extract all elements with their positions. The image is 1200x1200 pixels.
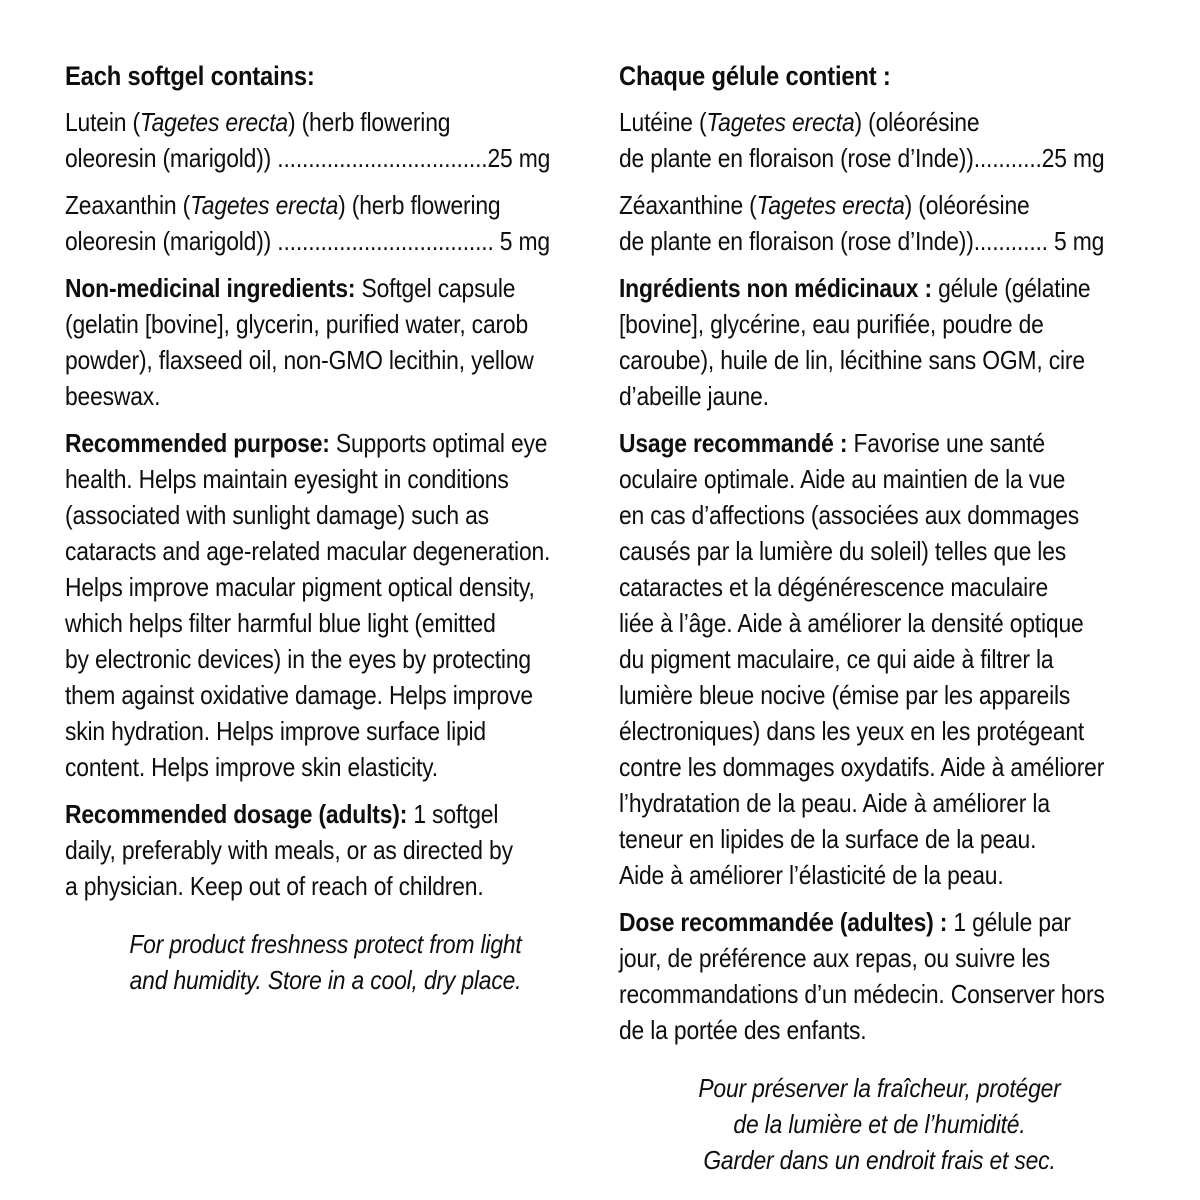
paragraph-label: Dose recommandée (adultes) : [619,907,948,937]
text-line: du pigment maculaire, ce qui aide à filtrer la [619,644,1054,674]
text-segment: ) (herb flowering [338,190,501,220]
text-line: them against oxidative damage. Helps improve [65,680,533,710]
text-line: liée à l’âge. Aide à améliorer la densité optique [619,608,1084,638]
en-heading: Each softgel contains: [65,61,315,91]
en-ingredient-lutein [65,104,586,176]
species-name: Tagetes erecta [756,190,905,220]
ingredient-amount-line: oleoresin (marigold)) ................................... 5 mg [65,226,550,256]
text-line: électroniques) dans les yeux en les protégeant [619,716,1085,746]
en-storage-note [65,926,586,998]
paragraph-first-line [65,425,586,461]
paragraph-first-line [619,425,1140,461]
text-line: causés par la lumière du soleil) telles que les [619,536,1067,566]
fr-purpose-paragraph [619,425,1140,893]
text-line: and humidity. Store in a cool, dry place. [129,965,522,995]
text-segment: Zéaxanthine ( [619,190,757,220]
text-line: which helps filter harmful blue light (emitted [65,608,496,638]
ingredient-name-line [65,187,586,223]
text-line: (associated with sunlight damage) such as [65,500,489,530]
en-dosage-paragraph [65,796,586,904]
text-segment: Favorise une santé [847,428,1045,458]
text-line: en cas d’affections (associées aux dommages [619,500,1080,530]
text-line: teneur en lipides de la surface de la peau. [619,824,1037,854]
text-line: [bovine], glycérine, eau purifiée, poudre de [619,309,1044,339]
ingredient-name-line [65,104,586,140]
ingredient-amount-line: de plante en floraison (rose d’Inde))...........25 mg [619,143,1105,173]
text-line: powder), flaxseed oil, non-GMO lecithin, yellow [65,345,534,375]
en-ingredient-zeaxanthin [65,187,586,259]
paragraph-label: Recommended dosage (adults): [65,799,408,829]
paragraph-first-line [65,796,586,832]
ingredient-amount-line: oleoresin (marigold)) ..................................25 mg [65,143,551,173]
text-segment: Lutéine ( [619,107,707,137]
text-line: lumière bleue nocive (émise par les appareils [619,680,1071,710]
text-line: health. Helps maintain eyesight in conditions [65,464,509,494]
ingredient-name-line [619,187,1140,223]
text-segment: ) (herb flowering [287,107,451,137]
text-line: l’hydratation de la peau. Aide à améliorer la [619,788,1050,818]
text-line: Helps improve macular pigment optical density, [65,572,535,602]
text-line: For product freshness protect from light [129,929,522,959]
fr-non-medicinal-paragraph [619,270,1140,414]
text-line: (gelatin [bovine], glycerin, purified water, carob [65,309,529,339]
text-segment: Softgel capsule [355,273,516,303]
text-segment: ) (oléorésine [854,107,980,137]
text-line: contre les dommages oxydatifs. Aide à améliorer [619,752,1105,782]
text-segment: 1 gélule par [947,907,1071,937]
paragraph-label: Recommended purpose: [65,428,330,458]
paragraph-label: Usage recommandé : [619,428,848,458]
text-line: jour, de préférence aux repas, ou suivre les [619,943,1051,973]
text-line: d’abeille jaune. [619,381,769,411]
text-segment: gélule (gélatine [931,273,1091,303]
fr-ingredient-lutein [619,104,1140,176]
paragraph-first-line [619,904,1140,940]
text-segment: Supports optimal eye [329,428,548,458]
fr-ingredient-zeaxanthin [619,187,1140,259]
ingredient-amount-line: de plante en floraison (rose d’Inde))............ 5 mg [619,226,1105,256]
text-line: Garder dans un endroit frais et sec. [703,1145,1056,1175]
text-line: content. Helps improve skin elasticity. [65,752,438,782]
french-column [619,58,1140,1178]
text-segment: 1 softgel [407,799,499,829]
ingredient-name-line [619,104,1140,140]
text-line: Pour préserver la fraîcheur, protéger [698,1073,1061,1103]
species-name: Tagetes erecta [139,107,288,137]
paragraph-first-line [619,270,1140,306]
text-line: de la portée des enfants. [619,1015,867,1045]
paragraph-label: Ingrédients non médicinaux : [619,273,932,303]
english-column [65,58,586,998]
fr-dosage-paragraph [619,904,1140,1048]
text-line: oculaire optimale. Aide au maintien de la vue [619,464,1066,494]
text-segment: Lutein ( [65,107,140,137]
text-line: beeswax. [65,381,161,411]
text-line: a physician. Keep out of reach of children. [65,871,484,901]
paragraph-label: Non-medicinal ingredients: [65,273,356,303]
text-line: skin hydration. Helps improve surface lipid [65,716,486,746]
text-segment: ) (oléorésine [904,190,1030,220]
en-purpose-paragraph [65,425,586,785]
text-line: cataractes et la dégénérescence maculaire [619,572,1049,602]
text-line: Aide à améliorer l’élasticité de la peau. [619,860,1004,890]
text-segment: Zeaxanthin ( [65,190,191,220]
species-name: Tagetes erecta [190,190,339,220]
text-line: cataracts and age-related macular degeneration. [65,536,551,566]
text-line: caroube), huile de lin, lécithine sans OGM, cire [619,345,1085,375]
text-line: de la lumière et de l’humidité. [733,1109,1026,1139]
fr-heading: Chaque gélule contient : [619,61,891,91]
fr-storage-note [619,1070,1140,1178]
en-non-medicinal-paragraph [65,270,586,414]
text-line: recommandations d’un médecin. Conserver hors [619,979,1105,1009]
text-line: by electronic devices) in the eyes by protecting [65,644,531,674]
text-line: daily, preferably with meals, or as directed by [65,835,513,865]
species-name: Tagetes erecta [706,107,855,137]
paragraph-first-line [65,270,586,306]
